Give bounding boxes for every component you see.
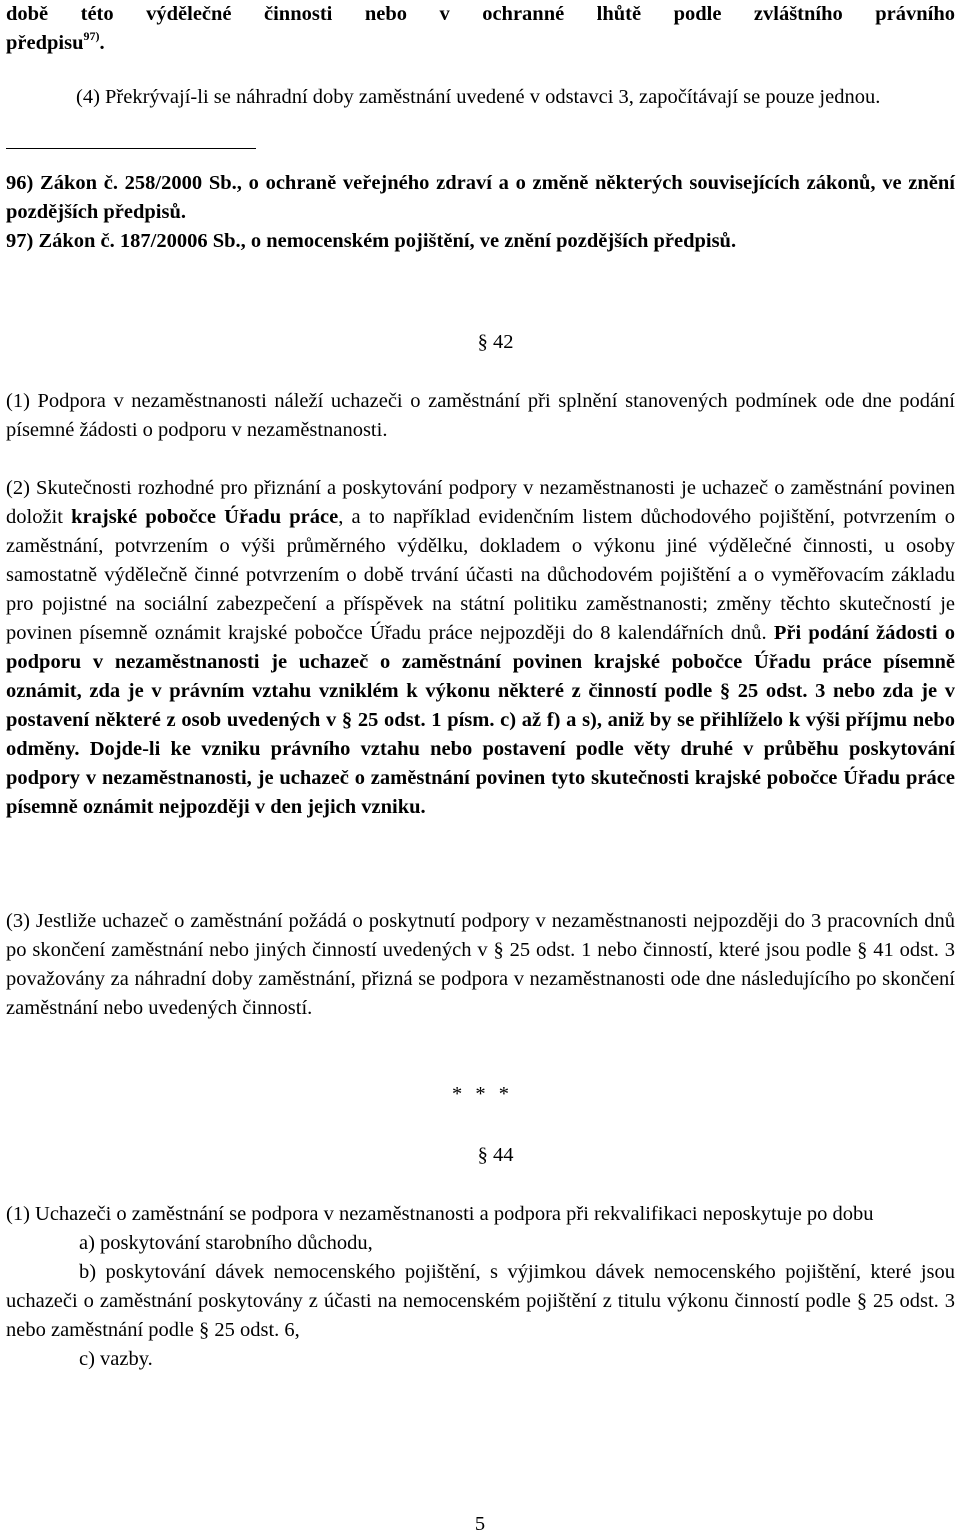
list-item-c: c) vazby.: [79, 1348, 153, 1370]
footnote-96: 96) Zákon č. 258/2000 Sb., o ochraně veřejného zdraví a o změně některých souvisejících zákonů, ve znění pozdějších předpisů.: [6, 172, 956, 223]
section-42-paragraph-2: (2) Skutečnosti rozhodné pro přiznání a poskytování podpory v nezaměstnanosti je uchazeč o zaměstnání povinen doložit krajské pobočce Úřadu práce, a to například evidenčním listem důchodového pojištění, potvrzením o zaměstnání, potvrzením o výši průměrného výdělku, dokladem o výkonu jiné výdělečné činnosti, u osoby samostatně výdělečně činné potvrzením o době trvání účasti na důchodovém pojištění a o vyměřovacím základu pro pojistné na sociální zabezpečení a příspěvek na státní politiku zaměstnanosti; změny těchto skutečností je povinen písemně oznámit krajské pobočce Úřadu práce nejpozději do 8 kalendářních dnů. Při podání žádosti o podporu v nezaměstnanosti je uchazeč o zaměstnání povinen krajské pobočce Úřadu práce písemně oznámit, zda je v právním vztahu vzniklém k výkonu některé z činností podle § 25 odst. 3 nebo zda je v postavení některé z osob uvedených v § 25 odst. 1 písm. c) až f) a s), aniž by se přihlíželo k výši příjmu nebo odměny. Dojde-li ke vzniku právního vztahu nebo postavení podle věty druhé v průběhu poskytování podpory v nezaměstnanosti, je uchazeč o zaměstnání povinen tyto skutečnosti krajské pobočce Úřadu práce písemně oznámit nejpozději v den jejich vzniku.: [6, 477, 955, 818]
footnotes: [6, 148, 955, 256]
section-42-heading: § 42: [477, 331, 514, 353]
list-item-b: b) poskytování dávek nemocenského pojištění, s výjimkou dávek nemocenského pojištění, které jsou uchazeči o zaměstnání poskytovány z účasti na nemocenském pojištění z titulu výkonu činností podle § 25 odst. 3 nebo zaměstnání podle § 25 odst. 6,: [6, 1261, 955, 1341]
section-42-paragraph-3: (3) Jestliže uchazeč o zaměstnání požádá o poskytnutí podpory v nezaměstnanosti nejpozději do 3 pracovních dnů po skončení zaměstnání nebo jiných činností uvedených v § 25 odst. 1 nebo činností, které jsou podle § 41 odst. 3 považovány za náhradní doby zaměstnání, přizná se podpora v nezaměstnanosti ode dne následujícího po skončení zaměstnání nebo uvedených činností.: [6, 910, 955, 1019]
list-item-a: a) poskytování starobního důchodu,: [79, 1232, 373, 1254]
footnote-ref-97: 97): [83, 29, 100, 43]
page-number: 5: [474, 1513, 486, 1535]
section-42-paragraph-1: (1) Podpora v nezaměstnanosti náleží uchazeči o zaměstnání při splnění stanovených podmínek ode dne podání písemné žádosti o podporu v nezaměstnanosti.: [6, 390, 955, 441]
section-44-paragraph-1: (1) Uchazeči o zaměstnání se podpora v nezaměstnanosti a podpora při rekvalifikaci neposkytuje po dobu a) poskytování starobního důchodu, b) poskytování dávek nemocenského pojištění, s výjimkou dávek nemocenského pojištění, které jsou uchazeči o zaměstnání poskytovány z účasti na nemocenském pojištění z titulu výkonu činností podle § 25 odst. 3 nebo zaměstnání podle § 25 odst. 6, c) vazby.: [6, 1200, 955, 1374]
footnote-97: 97) Zákon č. 187/20006 Sb., o nemocenském pojištění, ve znění pozdějších předpisů.: [6, 230, 737, 252]
paragraph-41-4: (4) Překrývají-li se náhradní doby zaměstnání uvedené v odstavci 3, započítávají se pouze jednou.: [76, 86, 881, 108]
footnote-separator: [6, 148, 256, 149]
section-44-heading: § 44: [477, 1144, 514, 1166]
separator-stars: * * *: [452, 1083, 513, 1105]
continuation-paragraph: [6, 0, 955, 58]
continuation-line-2: předpisu$^{97)}$.: [6, 29, 105, 54]
continuation-line-1: době této výdělečné činnosti nebo v ochranné lhůtě podle zvláštního právního: [6, 3, 955, 25]
